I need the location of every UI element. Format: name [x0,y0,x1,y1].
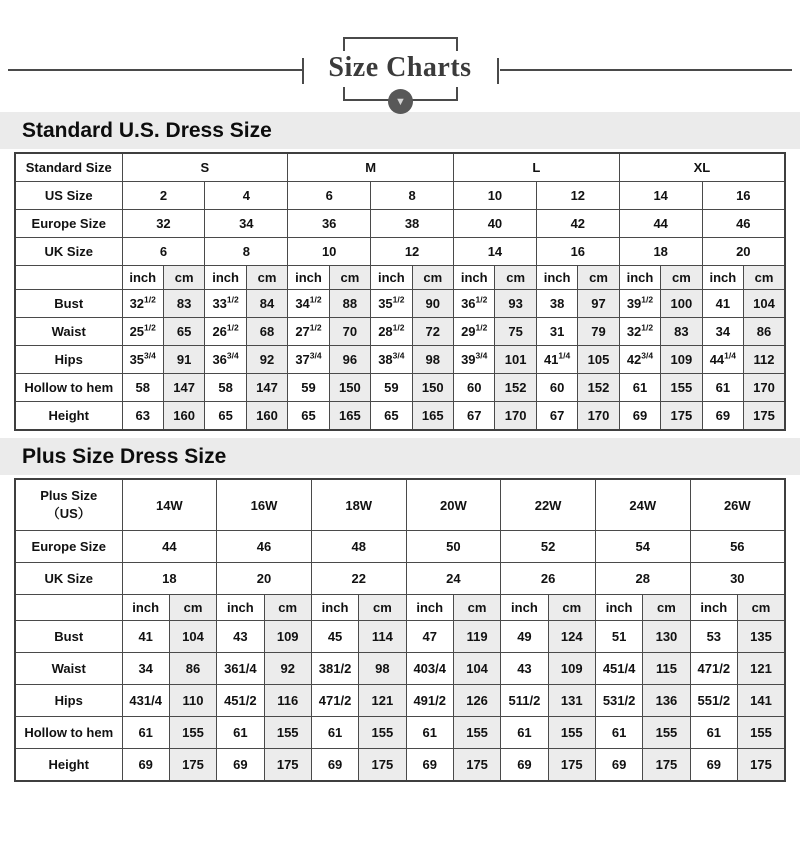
unit-cell: inch [122,595,169,621]
conversion-cell: 32 [122,210,205,238]
measurement-cell: 152 [578,374,619,402]
conversion-cell: 12 [371,238,454,266]
size-charts-header [0,0,800,112]
measurement-cell: 104 [169,621,216,653]
conversion-cell: 2 [122,182,205,210]
measurement-cell: 130 [643,621,690,653]
size-group-cell: L [454,153,620,182]
measurement-cell: 61 [217,717,264,749]
measurement-cell: 88 [329,290,370,318]
unit-cell: cm [246,266,287,290]
measurement-cell: 41 [122,621,169,653]
size-group-cell: XL [619,153,785,182]
measurement-cell: 69 [702,402,743,431]
standard-size-table [14,152,786,431]
measurement-cell: 68 [246,318,287,346]
measurement-cell: 155 [737,717,785,749]
conversion-cell: 8 [205,238,288,266]
measurement-cell: 69 [690,749,737,782]
measurement-row [15,402,785,431]
measurement-cell: $38^{3/4}$ [371,346,412,374]
measurement-cell: 361/4 [217,653,264,685]
plus-size-section [0,438,800,782]
unit-cell: inch [288,266,329,290]
row-label: Hollow to hem [15,374,122,402]
corner-label: Standard Size [15,153,122,182]
measurement-cell: 34 [122,653,169,685]
measurement-row [15,717,785,749]
measurement-cell: 175 [264,749,311,782]
size-group-cell: 20W [406,479,501,531]
measurement-cell: 175 [737,749,785,782]
measurement-cell: 69 [501,749,548,782]
measurement-cell: 67 [536,402,577,431]
measurement-cell: $29^{1/2}$ [454,318,495,346]
measurement-row [15,346,785,374]
arrow-down-glyph: ▼ [395,95,406,108]
measurement-cell: 61 [406,717,453,749]
measurement-cell: 121 [737,653,785,685]
unit-cell: inch [501,595,548,621]
unit-cell: inch [205,266,246,290]
measurement-cell: 165 [412,402,453,431]
measurement-cell: 160 [246,402,287,431]
measurement-cell: 91 [163,346,204,374]
unit-cell: cm [661,266,702,290]
unit-cell: cm [643,595,690,621]
conversion-row [15,210,785,238]
conversion-cell: 40 [454,210,537,238]
measurement-cell: $36^{1/2}$ [454,290,495,318]
row-label: Hips [15,685,122,717]
measurement-row [15,621,785,653]
conversion-cell: 48 [311,531,406,563]
measurement-cell: 119 [453,621,500,653]
measurement-cell: 115 [643,653,690,685]
measurement-cell: $35^{1/2}$ [371,290,412,318]
measurement-cell: 109 [264,621,311,653]
measurement-cell: 175 [744,402,785,431]
measurement-cell: 170 [495,402,536,431]
measurement-cell: 531/2 [595,685,642,717]
conversion-cell: 20 [217,563,312,595]
measurement-cell: 34 [702,318,743,346]
conversion-cell: 6 [288,182,371,210]
conversion-cell: 36 [288,210,371,238]
measurement-cell: 175 [453,749,500,782]
measurement-cell: $36^{3/4}$ [205,346,246,374]
row-label: US Size [15,182,122,210]
measurement-cell: 65 [288,402,329,431]
empty-corner-cell [15,595,122,621]
measurement-cell: $44^{1/4}$ [702,346,743,374]
conversion-row [15,531,785,563]
unit-cell: cm [578,266,619,290]
measurement-cell: 147 [163,374,204,402]
measurement-cell: 72 [412,318,453,346]
conversion-cell: 50 [406,531,501,563]
conversion-cell: 14 [454,238,537,266]
conversion-cell: 34 [205,210,288,238]
measurement-cell: 126 [453,685,500,717]
measurement-cell: 150 [329,374,370,402]
measurement-row [15,685,785,717]
measurement-cell: 41 [702,290,743,318]
header-right-line [500,69,792,71]
row-label: Height [15,749,122,782]
unit-cell: inch [619,266,660,290]
measurement-cell: $32^{1/2}$ [122,290,163,318]
measurement-cell: 170 [578,402,619,431]
unit-cell: inch [122,266,163,290]
measurement-cell: 58 [205,374,246,402]
measurement-cell: 69 [217,749,264,782]
conversion-cell: 8 [371,182,454,210]
measurement-cell: $34^{1/2}$ [288,290,329,318]
measurement-cell: 45 [311,621,358,653]
row-label: Waist [15,653,122,685]
measurement-cell: 155 [643,717,690,749]
measurement-cell: 155 [359,717,406,749]
measurement-cell: 75 [495,318,536,346]
size-group-cell: 22W [501,479,596,531]
conversion-cell: 12 [536,182,619,210]
measurement-cell: 155 [453,717,500,749]
measurement-cell: 97 [578,290,619,318]
row-label: Bust [15,290,122,318]
measurement-cell: $26^{1/2}$ [205,318,246,346]
measurement-cell: 160 [163,402,204,431]
measurement-cell: 451/2 [217,685,264,717]
measurement-cell: 61 [501,717,548,749]
unit-cell: cm [744,266,785,290]
measurement-cell: 84 [246,290,287,318]
unit-cell: inch [702,266,743,290]
unit-cell: cm [495,266,536,290]
conversion-cell: 4 [205,182,288,210]
unit-cell: inch [217,595,264,621]
measurement-cell: 403/4 [406,653,453,685]
measurement-cell: 92 [264,653,311,685]
measurement-cell: 67 [454,402,495,431]
measurement-cell: 155 [548,717,595,749]
measurement-cell: 381/2 [311,653,358,685]
empty-corner-cell [15,266,122,290]
size-group-cell: 24W [595,479,690,531]
row-label: UK Size [15,563,122,595]
unit-cell: cm [548,595,595,621]
measurement-cell: 104 [453,653,500,685]
measurement-cell: 83 [661,318,702,346]
measurement-cell: 93 [495,290,536,318]
measurement-row [15,374,785,402]
measurement-row [15,653,785,685]
measurement-cell: 61 [619,374,660,402]
measurement-cell: 86 [169,653,216,685]
row-label: Europe Size [15,210,122,238]
measurement-cell: 131 [548,685,595,717]
conversion-cell: 16 [536,238,619,266]
row-label: Europe Size [15,531,122,563]
measurement-cell: 90 [412,290,453,318]
header-top-bracket [343,37,458,51]
measurement-cell: 98 [412,346,453,374]
measurement-cell: 31 [536,318,577,346]
measurement-cell: 124 [548,621,595,653]
measurement-cell: 100 [661,290,702,318]
conversion-cell: 26 [501,563,596,595]
measurement-cell: 110 [169,685,216,717]
measurement-row [15,290,785,318]
size-group-row [15,153,785,182]
measurement-cell: 175 [359,749,406,782]
measurement-cell: 38 [536,290,577,318]
standard-size-table-wrap [0,149,800,431]
measurement-cell: $42^{3/4}$ [619,346,660,374]
conversion-cell: 56 [690,531,785,563]
size-group-cell: 26W [690,479,785,531]
measurement-cell: 43 [501,653,548,685]
measurement-cell: 92 [246,346,287,374]
plus-size-table-wrap [0,475,800,782]
measurement-cell: 471/2 [311,685,358,717]
conversion-cell: 54 [595,531,690,563]
measurement-cell: 69 [619,402,660,431]
measurement-cell: 150 [412,374,453,402]
conversion-cell: 52 [501,531,596,563]
conversion-cell: 22 [311,563,406,595]
standard-size-title: Standard U.S. Dress Size [22,118,272,142]
measurement-cell: 65 [163,318,204,346]
conversion-cell: 28 [595,563,690,595]
size-group-cell: 14W [122,479,217,531]
measurement-cell: 471/2 [690,653,737,685]
measurement-cell: 175 [548,749,595,782]
measurement-cell: 96 [329,346,370,374]
measurement-cell: $32^{1/2}$ [619,318,660,346]
measurement-cell: $28^{1/2}$ [371,318,412,346]
arrow-down-icon [388,89,413,114]
measurement-cell: 69 [122,749,169,782]
measurement-cell: 49 [501,621,548,653]
measurement-cell: 511/2 [501,685,548,717]
measurement-cell: 61 [595,717,642,749]
size-group-cell: 16W [217,479,312,531]
measurement-cell: 135 [737,621,785,653]
measurement-cell: 61 [311,717,358,749]
measurement-cell: 136 [643,685,690,717]
conversion-row [15,563,785,595]
measurement-cell: $37^{3/4}$ [288,346,329,374]
conversion-row [15,182,785,210]
conversion-cell: 14 [619,182,702,210]
measurement-cell: 61 [122,717,169,749]
unit-cell: inch [536,266,577,290]
row-label: Hollow to hem [15,717,122,749]
measurement-cell: 431/4 [122,685,169,717]
measurement-cell: 116 [264,685,311,717]
plus-size-title: Plus Size Dress Size [22,444,227,468]
measurement-cell: $33^{1/2}$ [205,290,246,318]
unit-cell: cm [737,595,785,621]
unit-cell: inch [311,595,358,621]
standard-size-section [0,112,800,431]
conversion-row [15,238,785,266]
measurement-cell: $39^{3/4}$ [454,346,495,374]
unit-cell: cm [169,595,216,621]
measurement-cell: 53 [690,621,737,653]
unit-cell: cm [412,266,453,290]
measurement-cell: 98 [359,653,406,685]
measurement-cell: 491/2 [406,685,453,717]
row-label: UK Size [15,238,122,266]
conversion-cell: 6 [122,238,205,266]
measurement-cell: 165 [329,402,370,431]
size-group-cell: M [288,153,454,182]
measurement-cell: 83 [163,290,204,318]
measurement-cell: 60 [536,374,577,402]
unit-cell: inch [454,266,495,290]
measurement-cell: 79 [578,318,619,346]
measurement-cell: 65 [205,402,246,431]
measurement-cell: 152 [495,374,536,402]
measurement-cell: $35^{3/4}$ [122,346,163,374]
plus-size-title-band [0,438,800,475]
row-label: Height [15,402,122,431]
unit-cell: inch [371,266,412,290]
row-label: Hips [15,346,122,374]
measurement-cell: 175 [643,749,690,782]
standard-size-title-band [0,112,800,149]
corner-label: Plus Size （US） [15,479,122,531]
measurement-cell: 109 [548,653,595,685]
measurement-cell: 60 [454,374,495,402]
measurement-cell: 43 [217,621,264,653]
unit-cell: cm [163,266,204,290]
measurement-cell: 101 [495,346,536,374]
measurement-cell: 114 [359,621,406,653]
unit-cell: cm [264,595,311,621]
unit-cell: cm [453,595,500,621]
size-group-cell: S [122,153,288,182]
conversion-cell: 10 [454,182,537,210]
measurement-row [15,749,785,782]
measurement-cell: 105 [578,346,619,374]
measurement-cell: 58 [122,374,163,402]
size-group-cell: 18W [311,479,406,531]
measurement-row [15,318,785,346]
measurement-cell: 112 [744,346,785,374]
measurement-cell: 63 [122,402,163,431]
measurement-cell: 175 [661,402,702,431]
measurement-cell: 551/2 [690,685,737,717]
row-label: Waist [15,318,122,346]
measurement-cell: 69 [595,749,642,782]
measurement-cell: 69 [311,749,358,782]
unit-cell: inch [595,595,642,621]
conversion-cell: 24 [406,563,501,595]
conversion-cell: 44 [619,210,702,238]
conversion-cell: 16 [702,182,785,210]
measurement-cell: 155 [169,717,216,749]
measurement-cell: 65 [371,402,412,431]
conversion-cell: 46 [217,531,312,563]
unit-row [15,266,785,290]
measurement-cell: $25^{1/2}$ [122,318,163,346]
measurement-cell: 61 [690,717,737,749]
measurement-cell: 104 [744,290,785,318]
measurement-cell: $39^{1/2}$ [619,290,660,318]
measurement-cell: 59 [288,374,329,402]
conversion-cell: 18 [122,563,217,595]
measurement-cell: 59 [371,374,412,402]
unit-cell: inch [690,595,737,621]
unit-row [15,595,785,621]
measurement-cell: 147 [246,374,287,402]
measurement-cell: 86 [744,318,785,346]
header-right-tick [497,58,499,84]
measurement-cell: 451/4 [595,653,642,685]
conversion-cell: 10 [288,238,371,266]
conversion-cell: 18 [619,238,702,266]
conversion-cell: 30 [690,563,785,595]
measurement-cell: 47 [406,621,453,653]
unit-cell: cm [359,595,406,621]
measurement-cell: 61 [702,374,743,402]
measurement-cell: 155 [264,717,311,749]
measurement-cell: 155 [661,374,702,402]
conversion-cell: 46 [702,210,785,238]
conversion-cell: 42 [536,210,619,238]
measurement-cell: 109 [661,346,702,374]
plus-size-table [14,478,786,782]
measurement-cell: 121 [359,685,406,717]
row-label: Bust [15,621,122,653]
page-title: Size Charts [328,52,472,83]
size-group-row [15,479,785,531]
measurement-cell: 175 [169,749,216,782]
unit-cell: inch [406,595,453,621]
measurement-cell: $27^{1/2}$ [288,318,329,346]
measurement-cell: $41^{1/4}$ [536,346,577,374]
measurement-cell: 70 [329,318,370,346]
measurement-cell: 51 [595,621,642,653]
unit-cell: cm [329,266,370,290]
conversion-cell: 20 [702,238,785,266]
measurement-cell: 141 [737,685,785,717]
measurement-cell: 170 [744,374,785,402]
conversion-cell: 38 [371,210,454,238]
measurement-cell: 69 [406,749,453,782]
conversion-cell: 44 [122,531,217,563]
